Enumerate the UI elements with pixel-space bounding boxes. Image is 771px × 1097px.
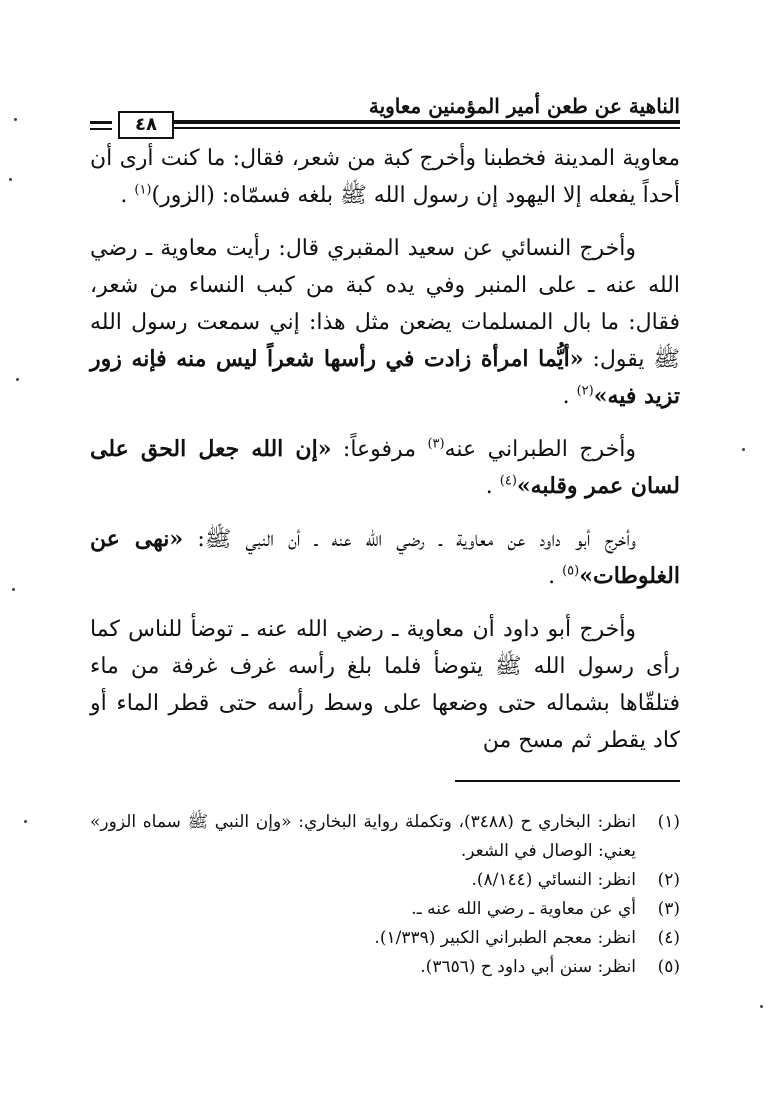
paragraph-5-text: وأخرج أبو داود أن معاوية ـ رضي الله عنه ـ توضأ للناس كما رأى رسول الله ﷺ يتوضأ فلما بلغ رأسه غرف غرفة من ماء فتلقّاها بشماله حتى وضعها على وسط رأسه حتى قطر الماء أو كاد يقطر ثم مسح من [90,617,680,753]
footnote-2 [90,866,680,895]
scan-speck [12,588,15,591]
footnotes [90,808,680,982]
footnote-5-text: انظر: سنن أبي داود ح (٣٦٥٦). [420,957,636,977]
footnote-3-text: أي عن معاوية ـ رضي الله عنه ـ. [411,899,636,919]
footnote-1-number: (١) [657,812,680,832]
header-rule-thick [170,120,680,124]
scan-speck [760,1005,763,1008]
footnote-ref-1: (١) [134,182,152,198]
footnote-3 [90,895,680,924]
scan-speck [9,178,12,181]
header-rule-thin [170,127,680,129]
footnote-3-number: (٣) [657,899,680,919]
paragraph-3-quote: «إن الله جعل الحق على لسان عمر وقلبه» [90,436,680,499]
paragraph-3-end: . [485,474,500,499]
footnote-ref-2: (٢) [576,383,594,399]
footnote-5 [90,953,680,982]
paragraph-1-end: . [120,183,135,208]
running-title: الناهية عن طعن أمير المؤمنين معاوية [368,94,680,118]
paragraph-4 [90,521,680,595]
scan-speck [16,378,19,381]
paragraph-2-text: وأخرج النسائي عن سعيد المقبري قال: رأيت معاوية ـ رضي الله عنه ـ على المنبر وفي يده كبة من كبب النساء من شعر، فقال: ما بال المسلمات يضعن مثل هذا: إني سمعت رسول الله ﷺ يقول: [90,236,680,372]
paragraph-4-quote: «نهى عن الغلوطات» [90,526,680,589]
footnote-4 [90,924,680,953]
footnote-ref-3: (٣) [427,436,445,452]
scan-speck [24,820,27,823]
footnote-separator [455,780,680,782]
page-number-tick [90,121,112,124]
footnote-5-number: (٥) [657,957,680,977]
page-header [90,90,680,140]
page-number-tick-thin [90,128,112,130]
footnote-ref-5: (٥) [562,563,580,579]
footnote-ref-4: (٤) [499,473,517,489]
main-text [90,140,680,775]
paragraph-2 [90,230,680,415]
footnote-4-text: انظر: معجم الطبراني الكبير (١/٣٣٩). [374,928,636,948]
paragraph-2-end: . [562,384,577,409]
paragraph-4-text: وأخرج أبو داود عن معاوية ـ رضي الله عنه ـ أن النبي ﷺ: [183,527,636,552]
paragraph-3 [90,431,680,505]
scan-speck [742,448,745,451]
paragraph-3-text: وأخرج الطبراني عنه [444,437,636,462]
paragraph-4-end: . [548,564,563,589]
footnote-2-number: (٢) [657,870,680,890]
paragraph-3-text-2: مرفوعاً: [331,437,428,462]
paragraph-1-text: معاوية المدينة فخطبنا وأخرج كبة من شعر، فقال: ما كنت أرى أن أحداً يفعله إلا اليهود إن رسول الله ﷺ بلغه فسمّاه: (الزور) [90,146,680,208]
footnote-2-text: انظر: النسائي (٨/١٤٤). [471,870,636,890]
paragraph-5 [90,611,680,759]
paragraph-2-quote: «أيُّما امرأة زادت في رأسها شعراً ليس منه فإنه زور تزيد فيه» [90,346,680,409]
footnote-1-text: انظر: البخاري ح (٣٤٨٨)، وتكملة رواية البخاري: «وإن النبي ﷺ سماه الزور» يعني: الوصال في الشعر. [90,812,636,861]
footnote-4-number: (٤) [657,928,680,948]
footnote-1 [90,808,680,866]
page-number: ٤٨ [118,111,174,139]
paragraph-1 [90,140,680,214]
scan-speck [14,118,17,121]
